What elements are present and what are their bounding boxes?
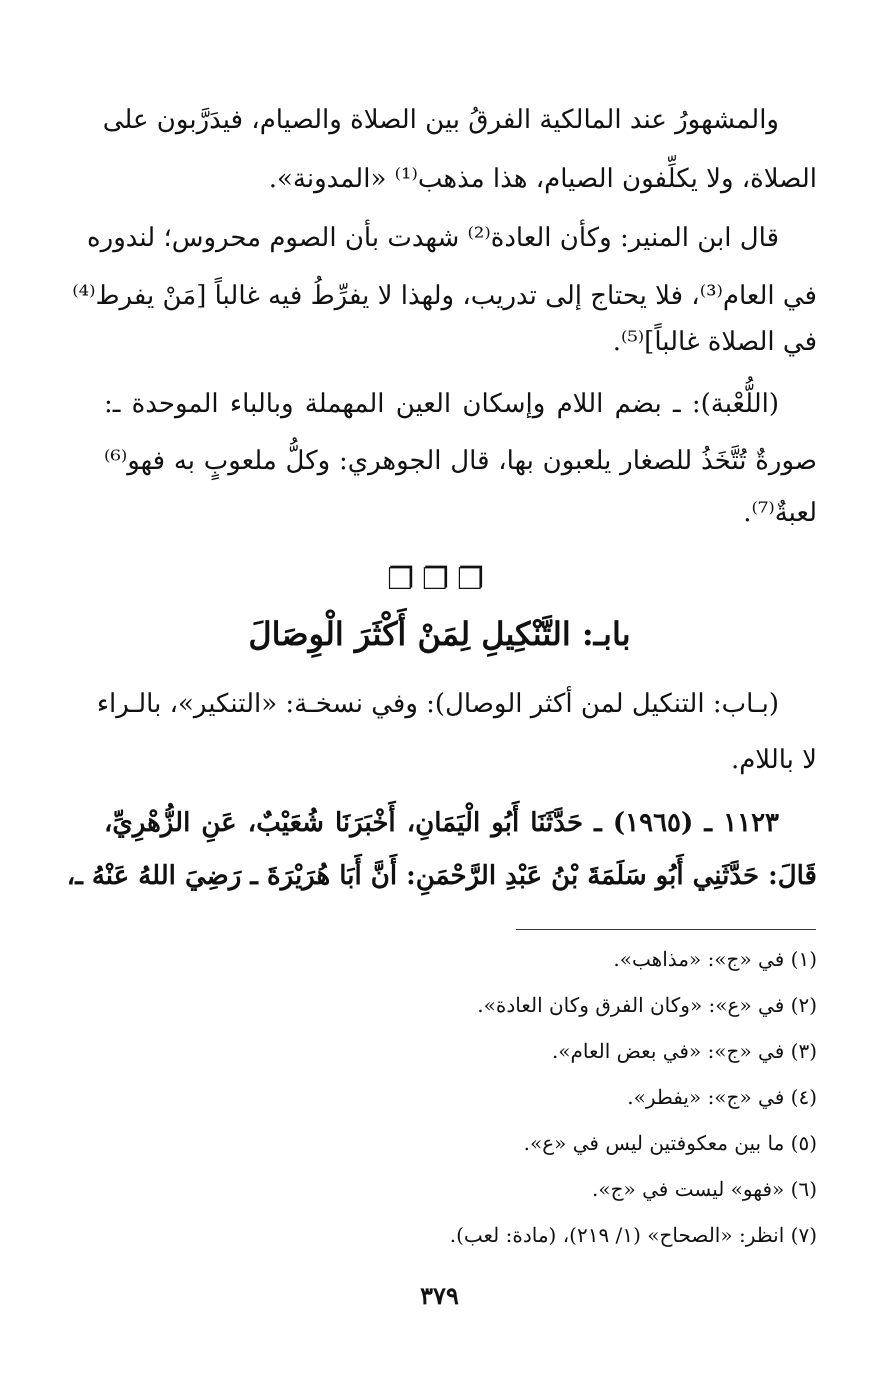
footnote-5: (٥) ما بين معكوفتين ليس في «ع». (523, 1131, 817, 1155)
footnote-6: (٦) «فهو» ليست في «ج». (592, 1177, 817, 1201)
footnote-divider (516, 929, 816, 930)
body-line-7: صورةٌ تُتَّخَذُ للصغار يلعبون بها، قال الجوهري: وكلُّ ملعوبٍ به فهو⁽⁶⁾ (104, 446, 817, 476)
body-line-1: والمشهورُ عند المالكية الفرقُ بين الصلاة والصيام، فيدَرَّبون على (102, 105, 779, 135)
chapter-title: بابـ: التَّنْكِيلِ لِمَنْ أَكْثَرَ الْوِصَالَ (248, 615, 631, 653)
chapter-note-line-1: (بـاب: التنكيل لمن أكثر الوصال): وفي نسخـة: «التنكير»، بالـراء (96, 689, 779, 719)
footnote-4: (٤) في «ج»: «يفطر». (627, 1085, 817, 1109)
body-line-3: قال ابن المنير: وكأن العادة⁽²⁾ شهدت بأن الصوم محروس؛ لندوره (87, 223, 779, 253)
section-ornament: ❐❐❐ (387, 562, 492, 597)
footnote-7: (٧) انظر: «الصحاح» (١/ ٢١٩)، (مادة: لعب). (449, 1223, 817, 1247)
chapter-note-line-2: لا باللام. (730, 745, 817, 775)
page-number: ٣٧٩ (420, 1281, 459, 1310)
footnote-1: (١) في «ج»: «مذاهب». (613, 947, 817, 971)
body-line-8: لعبةٌ⁽⁷⁾. (743, 498, 817, 528)
footnote-3: (٣) في «ج»: «في بعض العام». (551, 1039, 817, 1063)
body-line-6: (اللُّعْبة): ـ بضم اللام وإسكان العين المهملة وبالباء الموحدة ـ: (104, 389, 779, 419)
body-line-5: في الصلاة غالباً]⁽⁵⁾. (612, 327, 817, 357)
body-line-4: في العام⁽³⁾، فلا يحتاج إلى تدريب، ولهذا لا يفرِّطُ فيه غالباً [مَنْ يفرط⁽⁴⁾ (72, 281, 817, 311)
body-line-2: الصلاة، ولا يكلِّفون الصيام، هذا مذهب⁽¹⁾ «المدونة». (268, 164, 817, 194)
hadith-line-1: ١١٢٣ ـ (١٩٦٥) ـ حَدَّثَنَا أَبُو الْيَمَانِ، أَخْبَرَنَا شُعَيْبٌ، عَنِ الزُّهْرِيِّ، (104, 808, 779, 838)
footnote-2: (٢) في «ع»: «وكان الفرق وكان العادة». (477, 993, 817, 1017)
hadith-line-2: قَالَ: حَدَّثَنِي أَبُو سَلَمَةَ بْنُ عَبْدِ الرَّحْمَنِ: أَنَّ أَبَا هُرَيْرَةَ ـ رَضِيَ اللهُ عَنْهُ ـ، (66, 861, 817, 891)
